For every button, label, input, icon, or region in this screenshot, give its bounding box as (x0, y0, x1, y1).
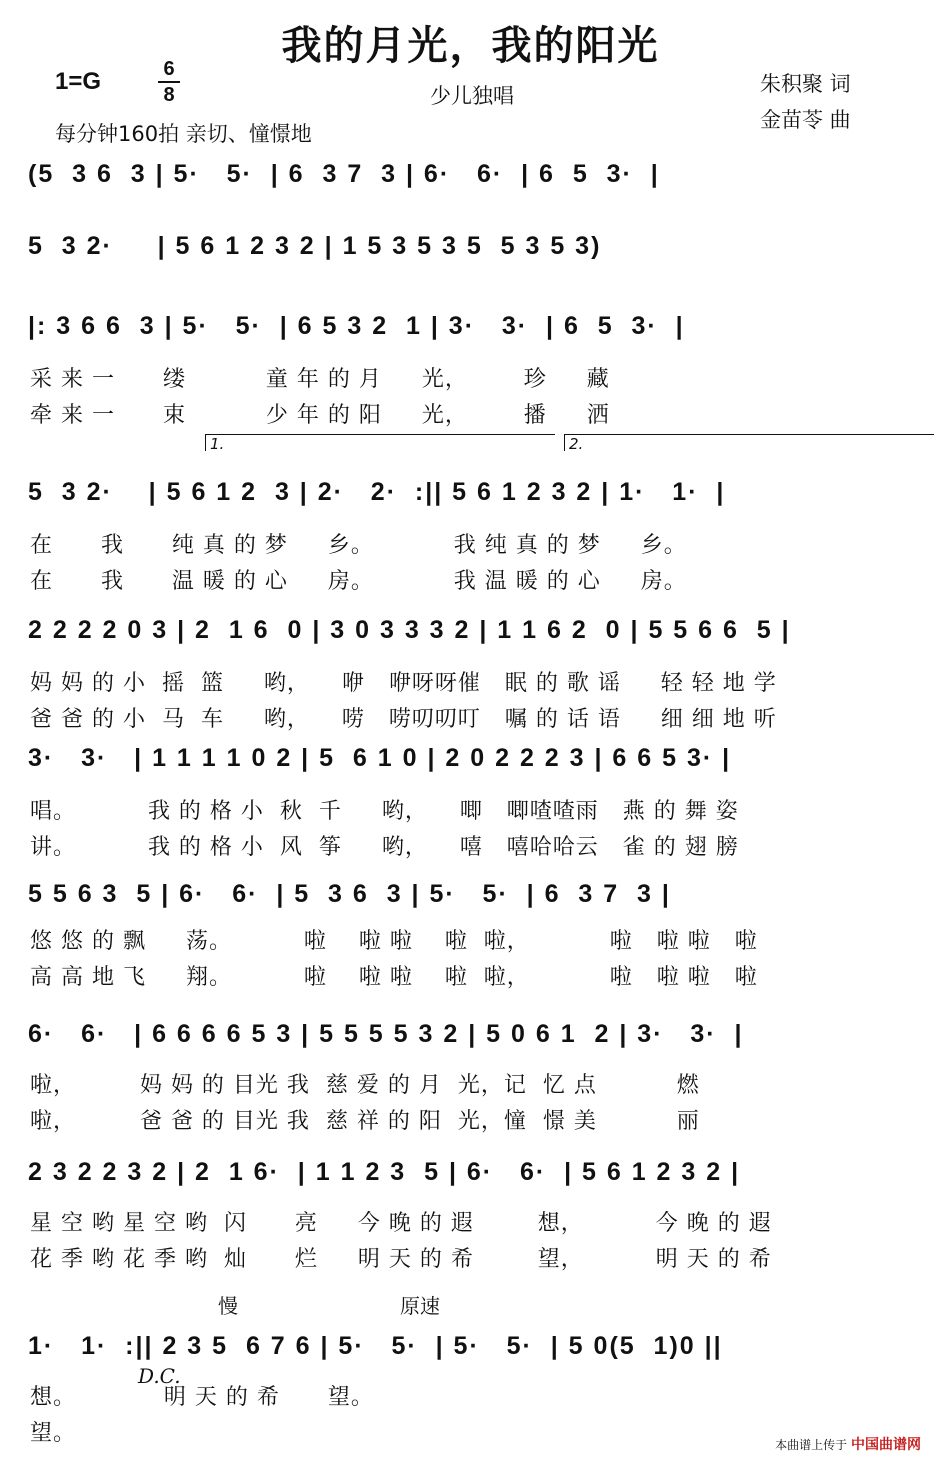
notes: 5 3 2· | 5 6 1 2 3 | 2· 2· :|| 5 6 1 2 3 2 | 1· 1· | (28, 478, 726, 506)
notes: 3· 3· | 1 1 1 1 0 2 | 5 6 1 0 | 2 0 2 2 2 3 | 6 6 5 3· | (28, 744, 732, 772)
time-signature-bottom: 8 (163, 84, 175, 106)
footer-watermark (775, 1434, 921, 1454)
lyric-verse-1: 星 空 哟 星 空 哟 闪 亮 今 晚 的 遐 想， 今 晚 的 遐 (30, 1211, 772, 1236)
notes: 6· 6· | 6 6 6 6 5 3 | 5 5 5 5 3 2 | 5 0 6 1 2 | 3· 3· | (28, 1020, 744, 1048)
tempo-marking: 每分钟160拍 亲切、憧憬地 (55, 122, 312, 146)
notes: |: 3 6 6 3 | 5· 5· | 6 5 3 2 1 | 3· 3· | 6 5 3· | (28, 312, 685, 340)
lyric-verse-2: 爸 爸 的 小 马 车 哟， 唠 唠叨叨叮 嘱 的 话 语 细 细 地 听 (30, 707, 777, 732)
composer: 金苗苓 曲 (760, 108, 851, 132)
lyric-verse-2: 高 高 地 飞 翔。 啦 啦 啦 啦 啦， 啦 啦 啦 啦 (30, 965, 758, 990)
notes: (5 3 6 3 | 5· 5· | 6 3 7 3 | 6· 6· | 6 5 3· | (28, 160, 660, 188)
lyric-verse-2: 望。 (30, 1421, 77, 1446)
key-signature: 1=G (55, 68, 102, 95)
lyric-verse-1: 唱。 我 的 格 小 秋 千 哟， 唧 唧喳喳雨 燕 的 舞 姿 (30, 799, 739, 824)
lyric-verse-1: 采 来 一 缕 童 年 的 月 光， 珍 藏 (30, 367, 610, 392)
time-signature (158, 58, 180, 106)
lyric-verse-2: 花 季 哟 花 季 哟 灿 烂 明 天 的 希 望， 明 天 的 希 (30, 1247, 772, 1272)
lyric-verse-1: 想。 明 天 的 希 望。 (30, 1385, 374, 1410)
notes: 5 3 2· | 5 6 1 2 3 2 | 1 5 3 5 3 5 5 3 5 3) (28, 232, 602, 260)
slow-marking: 慢 (218, 1294, 238, 1318)
lyricist: 朱积聚 词 (760, 72, 851, 96)
lyric-verse-1: 悠 悠 的 飘 荡。 啦 啦 啦 啦 啦， 啦 啦 啦 啦 (30, 929, 758, 954)
notes: 5 5 6 3 5 | 6· 6· | 5 3 6 3 | 5· 5· | 6 3 7 3 | (28, 880, 671, 908)
time-signature-bar (158, 81, 180, 83)
lyric-verse-1: 啦， 妈 妈 的 目光 我 慈 爱 的 月 光，记 忆 点 燃 (30, 1073, 700, 1098)
notes: 1· 1· :|| 2 3 5 6 7 6 | 5· 5· | 5· 5· | 5 0(5 1)0 || (28, 1332, 723, 1360)
lyric-verse-2: 牵 来 一 束 少 年 的 阳 光， 播 洒 (30, 403, 610, 428)
dc-marking: D.C. (138, 1364, 181, 1388)
footer-upload-text: 本曲谱上传于 (775, 1438, 848, 1452)
lyric-verse-2: 啦， 爸 爸 的 目光 我 慈 祥 的 阳 光，憧 憬 美 丽 (30, 1109, 700, 1134)
lyric-verse-2: 讲。 我 的 格 小 风 筝 哟， 嘻 嘻哈哈云 雀 的 翅 膀 (30, 835, 739, 860)
notes: 2 3 2 2 3 2 | 2 1 6· | 1 1 2 3 5 | 6· 6· | 5 6 1 2 3 2 | (28, 1158, 741, 1186)
credits (760, 66, 851, 138)
lyric-verse-1: 在 我 纯 真 的 梦 乡。 我 纯 真 的 梦 乡。 (30, 533, 687, 558)
a-tempo-marking: 原速 (400, 1294, 440, 1318)
volta-first-ending: 1. (205, 434, 555, 451)
lyric-verse-2: 在 我 温 暖 的 心 房。 我 温 暖 的 心 房。 (30, 569, 687, 594)
performance-form: 少儿独唱 (430, 84, 514, 108)
lyric-verse-1: 妈 妈 的 小 摇 篮 哟， 咿 咿呀呀催 眠 的 歌 谣 轻 轻 地 学 (30, 671, 777, 696)
time-signature-top: 6 (163, 58, 175, 80)
song-title: 我的月光，我的阳光 (281, 22, 660, 69)
site-logo: 中国曲谱网 (851, 1437, 921, 1453)
volta-second-ending: 2. (564, 434, 934, 451)
notes: 2 2 2 2 0 3 | 2 1 6 0 | 3 0 3 3 3 2 | 1 1 6 2 0 | 5 5 6 6 5 | (28, 616, 791, 644)
